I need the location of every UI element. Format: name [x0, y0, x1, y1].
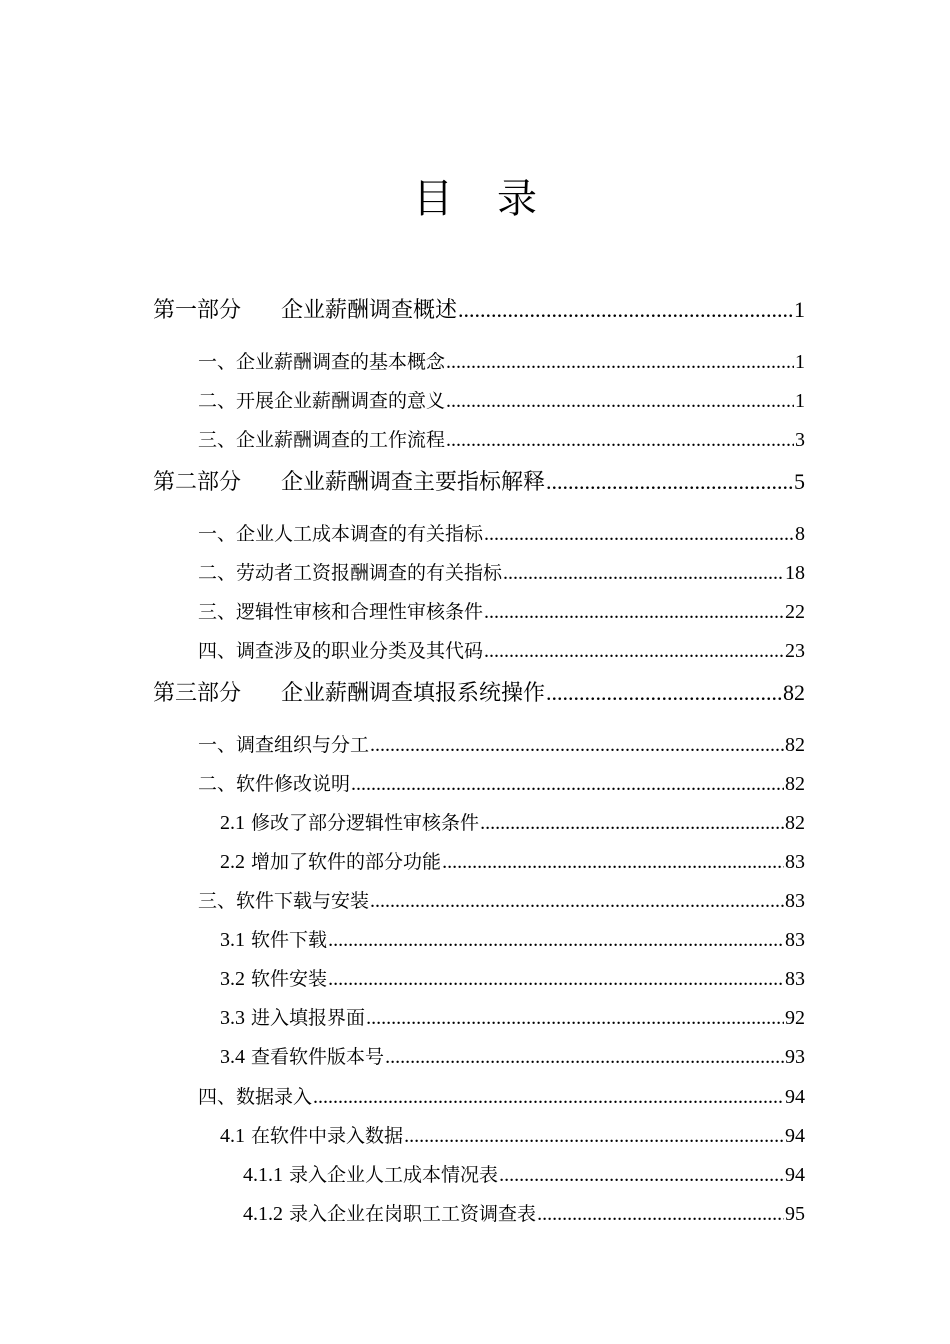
toc-title: 目录: [413, 176, 581, 222]
toc-page-number: 82: [785, 734, 805, 756]
toc-entry[interactable]: [220, 808, 805, 835]
toc-page-number: 94: [785, 1125, 805, 1147]
dot-leader: [385, 1046, 784, 1069]
toc-entry[interactable]: [198, 597, 805, 624]
toc-entry-label: 2.1 修改了部分逻辑性审核条件: [220, 812, 480, 834]
toc-page-number: 95: [785, 1203, 805, 1225]
toc-entry[interactable]: [198, 519, 805, 546]
dot-leader: [446, 390, 794, 413]
dot-leader: [328, 968, 784, 991]
toc-page-number: 18: [785, 562, 805, 584]
toc-entry[interactable]: [243, 1199, 805, 1226]
dot-leader: [480, 812, 784, 835]
toc-entry-label: 3.1 软件下载: [220, 929, 328, 951]
toc-entry-label: 4.1.2 录入企业在岗职工工资调查表: [243, 1203, 537, 1225]
toc-entry[interactable]: [220, 1003, 805, 1030]
toc-page-number: 94: [785, 1164, 805, 1186]
dot-leader: [328, 929, 784, 952]
toc-page-number: 82: [785, 773, 805, 795]
toc-entry[interactable]: [198, 636, 805, 663]
toc-page-number: 22: [785, 601, 805, 623]
toc-entry[interactable]: [198, 730, 805, 757]
dot-leader: [537, 1203, 784, 1226]
dot-leader: [458, 297, 793, 323]
dot-leader: [313, 1086, 784, 1109]
toc-entry[interactable]: [198, 347, 805, 374]
toc-entry-label: 第二部分 企业薪酬调查主要指标解释: [153, 470, 546, 495]
dot-leader: [499, 1164, 784, 1187]
toc-page-number: 8: [795, 523, 805, 545]
dot-leader: [503, 562, 784, 585]
toc-entry-part-2[interactable]: [153, 465, 805, 496]
toc-page-number: 1: [795, 390, 805, 412]
dot-leader: [370, 890, 784, 913]
toc-entry-label: 4.1.1 录入企业人工成本情况表: [243, 1164, 499, 1186]
toc-entry-label: 3.3 进入填报界面: [220, 1007, 366, 1029]
toc-entry-label: 三、软件下载与安装: [198, 890, 370, 912]
dot-leader: [404, 1125, 784, 1148]
toc-entry[interactable]: [198, 386, 805, 413]
toc-page-number: 82: [783, 680, 805, 705]
toc-page-number: 3: [795, 429, 805, 451]
toc-page-number: 1: [795, 351, 805, 373]
toc-entry[interactable]: [220, 1121, 805, 1148]
dot-leader: [370, 734, 784, 757]
toc-entry-label: 3.4 查看软件版本号: [220, 1046, 385, 1068]
toc-entry-part-3[interactable]: [153, 676, 805, 707]
toc-entry-label: 第三部分 企业薪酬调查填报系统操作: [153, 681, 546, 706]
toc-entry[interactable]: [198, 769, 805, 796]
toc-page-number: 5: [794, 469, 805, 494]
dot-leader: [446, 429, 794, 452]
toc-entry-label: 2.2 增加了软件的部分功能: [220, 851, 442, 873]
dot-leader: [351, 773, 784, 796]
toc-entry[interactable]: [198, 1082, 805, 1109]
toc-entry[interactable]: [198, 558, 805, 585]
dot-leader: [546, 680, 782, 706]
toc-page-number: 92: [785, 1007, 805, 1029]
toc-entry[interactable]: [243, 1160, 805, 1187]
toc-page-number: 23: [785, 640, 805, 662]
toc-page-number: 83: [785, 890, 805, 912]
toc-entry-label: 二、开展企业薪酬调查的意义: [198, 390, 446, 412]
toc-page-number: 83: [785, 929, 805, 951]
toc-entry-label: 二、劳动者工资报酬调查的有关指标: [198, 562, 503, 584]
dot-leader: [484, 640, 784, 663]
toc-page-number: 83: [785, 968, 805, 990]
toc-page-number: 83: [785, 851, 805, 873]
toc-page-number: 1: [794, 297, 805, 322]
toc-entry[interactable]: [198, 425, 805, 452]
toc-entry-label: 一、调查组织与分工: [198, 734, 370, 756]
toc-entry-label: 四、调查涉及的职业分类及其代码: [198, 640, 484, 662]
dot-leader: [484, 601, 784, 624]
toc-page-number: 94: [785, 1086, 805, 1108]
toc-entry-label: 三、企业薪酬调查的工作流程: [198, 429, 446, 451]
toc-entry-label: 三、逻辑性审核和合理性审核条件: [198, 601, 484, 623]
toc-entry-label: 一、企业人工成本调查的有关指标: [198, 523, 484, 545]
dot-leader: [546, 469, 793, 495]
dot-leader: [484, 523, 794, 546]
dot-leader: [442, 851, 784, 874]
toc-entry-label: 一、企业薪酬调查的基本概念: [198, 351, 446, 373]
toc-entry[interactable]: [220, 964, 805, 991]
toc-entry-label: 3.2 软件安装: [220, 968, 328, 990]
toc-entry-part-1[interactable]: [153, 293, 805, 324]
toc-entry-label: 二、软件修改说明: [198, 773, 351, 795]
toc-entry-label: 四、数据录入: [198, 1086, 313, 1108]
toc-page-number: 93: [785, 1046, 805, 1068]
toc-page-number: 82: [785, 812, 805, 834]
toc-entry[interactable]: [220, 925, 805, 952]
toc-entry[interactable]: [220, 847, 805, 874]
toc-entry[interactable]: [198, 886, 805, 913]
toc-entry-label: 第一部分 企业薪酬调查概述: [153, 298, 458, 323]
dot-leader: [446, 351, 794, 374]
dot-leader: [366, 1007, 784, 1030]
toc-entry-label: 4.1 在软件中录入数据: [220, 1125, 404, 1147]
toc-entry[interactable]: [220, 1042, 805, 1069]
